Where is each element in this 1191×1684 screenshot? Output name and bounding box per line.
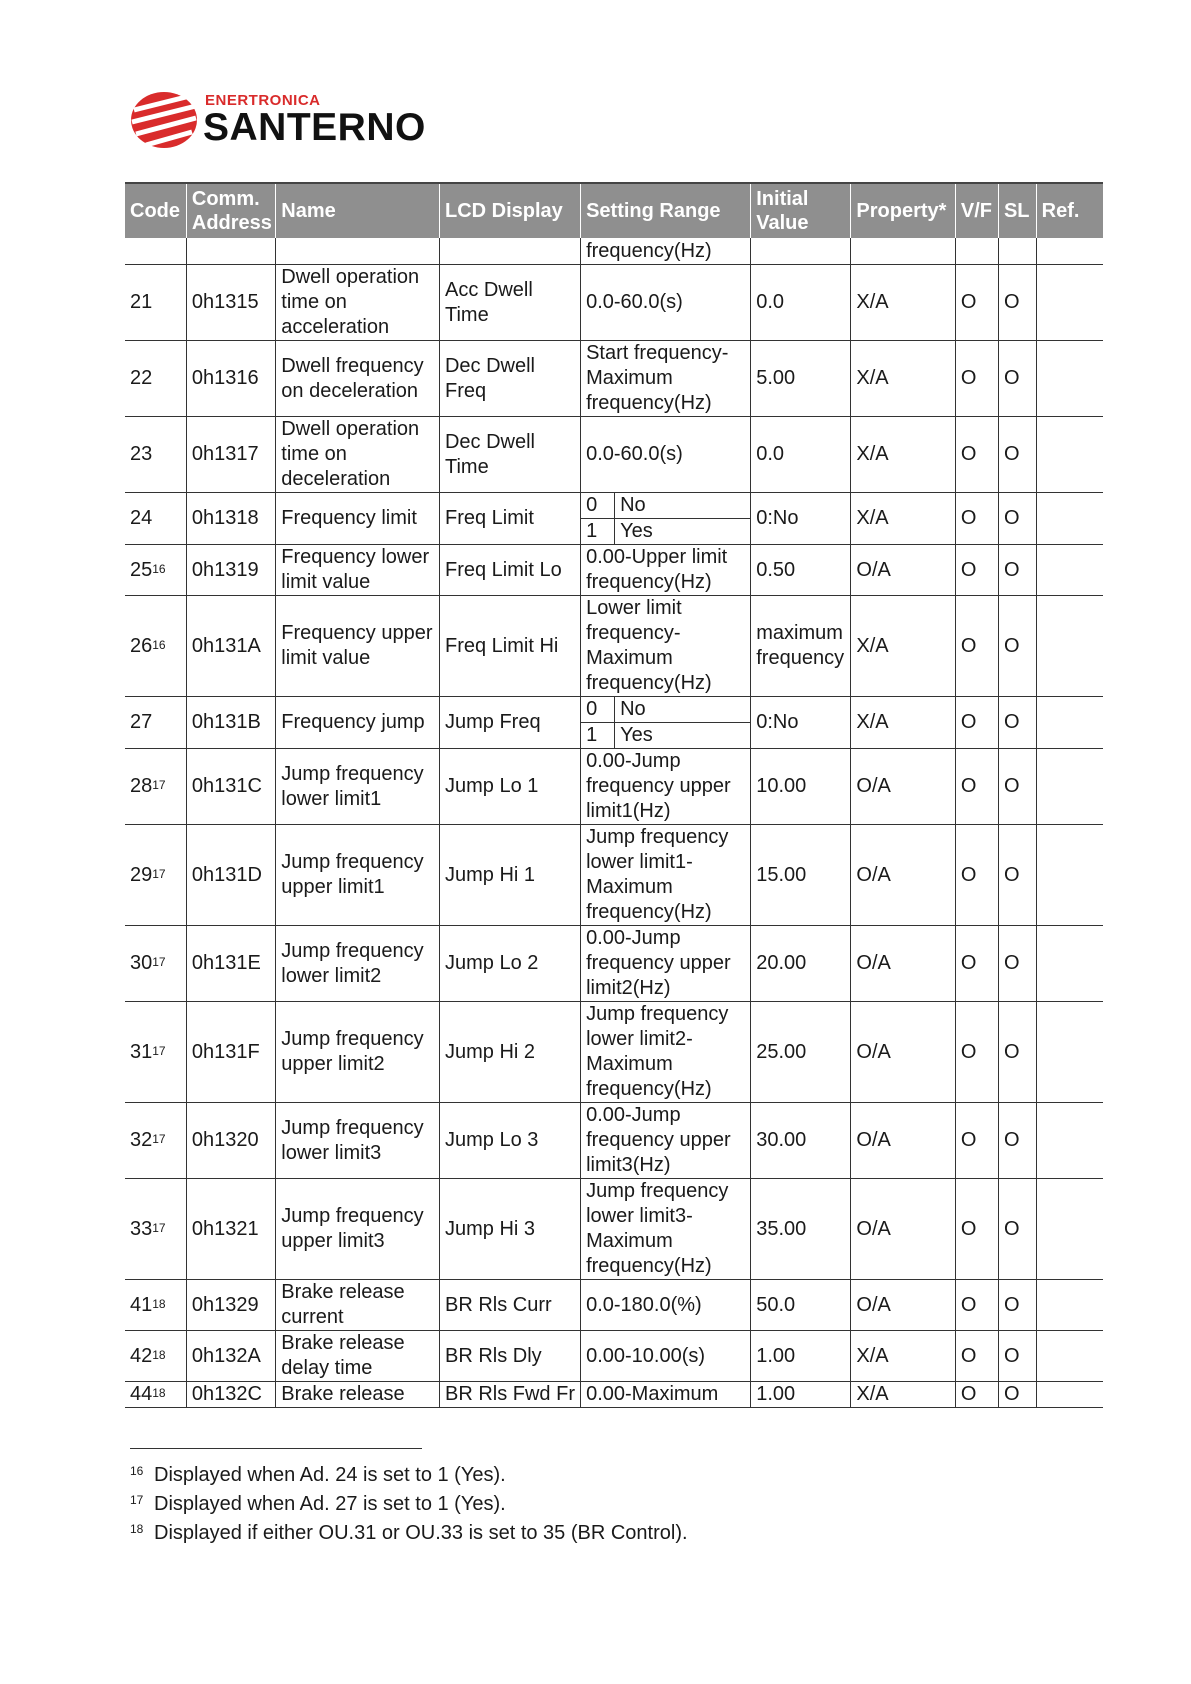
code-value: 24 xyxy=(130,507,153,529)
ref-cell xyxy=(1036,1331,1103,1382)
code-cell xyxy=(125,417,186,493)
property-cell: X/A xyxy=(851,1331,955,1382)
property-cell: X/A xyxy=(851,417,955,493)
code-value: 44 xyxy=(130,1383,153,1405)
sl-cell: O xyxy=(998,417,1036,493)
ref-cell xyxy=(1036,596,1103,697)
santerno-logo-icon xyxy=(130,90,198,150)
vf-cell: O xyxy=(955,926,998,1002)
ref-cell xyxy=(1036,1280,1103,1331)
lcd-display-cell: BR Rls Dly xyxy=(439,1331,580,1382)
code-value: 42 xyxy=(130,1344,153,1367)
continuation-row xyxy=(125,238,1103,265)
sl-cell: O xyxy=(998,825,1036,926)
range-option xyxy=(581,493,750,519)
comm-address-cell: 0h131A xyxy=(186,596,275,697)
footnote-ref: 17 xyxy=(152,955,166,969)
code-cell xyxy=(125,341,186,417)
comm-address-cell: 0h131F xyxy=(186,1002,275,1103)
vf-cell: O xyxy=(955,749,998,825)
option-value: 1 xyxy=(581,519,615,544)
property-cell: O/A xyxy=(851,545,955,596)
code-value: 27 xyxy=(130,711,153,733)
code-cell xyxy=(125,596,186,697)
footnote xyxy=(130,1519,688,1548)
header-lcd-display: LCD Display xyxy=(439,183,580,238)
footnotes xyxy=(130,1461,688,1548)
initial-value-cell: 0:No xyxy=(751,493,851,545)
initial-value-cell: 1.00 xyxy=(751,1331,851,1382)
name-cell: Jump frequency lower limit3 xyxy=(276,1103,440,1179)
initial-value-cell: 20.00 xyxy=(751,926,851,1002)
brand-logo xyxy=(130,88,450,152)
code-value: 28 xyxy=(130,775,153,797)
ref-cell xyxy=(1036,1382,1103,1408)
brand-main: SANTERNO xyxy=(203,106,426,149)
setting-range-cell: Start frequency-Maximum frequency(Hz) xyxy=(581,341,751,417)
vf-cell: O xyxy=(955,1179,998,1280)
table-row xyxy=(125,1179,1103,1280)
footnote-ref: 16 xyxy=(152,561,166,576)
comm-address-cell: 0h1329 xyxy=(186,1280,275,1331)
comm-address-cell: 0h1320 xyxy=(186,1103,275,1179)
initial-value-cell: 10.00 xyxy=(751,749,851,825)
vf-cell: O xyxy=(955,545,998,596)
table-row xyxy=(125,493,1103,545)
table-row xyxy=(125,1103,1103,1179)
footnote xyxy=(130,1461,688,1490)
setting-range-cell: 0.00-Jump frequency upper limit1(Hz) xyxy=(581,749,751,825)
table-header-row xyxy=(125,183,1103,238)
property-cell: O/A xyxy=(851,749,955,825)
code-cell xyxy=(125,1382,186,1408)
setting-range-cell: Jump frequency lower limit3-Maximum frequency(Hz) xyxy=(581,1179,751,1280)
name-cell: Brake release delay time xyxy=(276,1331,440,1382)
code-cell xyxy=(125,1331,186,1382)
option-value: 0 xyxy=(581,697,615,722)
sl-cell: O xyxy=(998,1280,1036,1331)
table-row xyxy=(125,417,1103,493)
lcd-display-cell: Jump Hi 3 xyxy=(439,1179,580,1280)
footnote-mark: 18 xyxy=(130,1522,144,1536)
option-value: 0 xyxy=(581,493,615,518)
table-row xyxy=(125,1382,1103,1408)
table-row xyxy=(125,926,1103,1002)
setting-range-cell: Jump frequency lower limit1-Maximum frequency(Hz) xyxy=(581,825,751,926)
sl-cell: O xyxy=(998,596,1036,697)
range-option xyxy=(581,723,750,748)
footnote-ref: 16 xyxy=(152,637,166,652)
vf-cell: O xyxy=(955,265,998,341)
lcd-display-cell: Jump Lo 2 xyxy=(439,926,580,1002)
table-row xyxy=(125,1002,1103,1103)
vf-cell: O xyxy=(955,596,998,697)
initial-value-cell: 1.00 xyxy=(751,1382,851,1408)
option-label: No xyxy=(620,698,646,720)
ref-cell xyxy=(1036,697,1103,749)
initial-value-cell: 0.50 xyxy=(751,545,851,596)
property-cell: X/A xyxy=(851,1382,955,1408)
footnote-ref: 18 xyxy=(152,1386,166,1400)
sl-cell: O xyxy=(998,265,1036,341)
lcd-display-cell: Acc Dwell Time xyxy=(439,265,580,341)
table-row xyxy=(125,545,1103,596)
name-cell: Jump frequency lower limit2 xyxy=(276,926,440,1002)
property-cell: O/A xyxy=(851,1280,955,1331)
name-cell: Jump frequency lower limit1 xyxy=(276,749,440,825)
lcd-display-cell: Jump Hi 2 xyxy=(439,1002,580,1103)
setting-range-cell: 0.0-60.0(s) xyxy=(581,417,751,493)
lcd-display-cell: BR Rls Curr xyxy=(439,1280,580,1331)
header-comm-address: Comm. Address xyxy=(186,183,275,238)
header-code: Code xyxy=(125,183,186,238)
comm-address-cell: 0h131D xyxy=(186,825,275,926)
property-cell: O/A xyxy=(851,1103,955,1179)
vf-cell: O xyxy=(955,493,998,545)
lcd-display-cell: Jump Lo 1 xyxy=(439,749,580,825)
lcd-display-cell: Jump Lo 3 xyxy=(439,1103,580,1179)
header-vf: V/F xyxy=(955,183,998,238)
code-value: 22 xyxy=(130,367,153,389)
name-cell: Frequency limit xyxy=(276,493,440,545)
ref-cell xyxy=(1036,825,1103,926)
footnote xyxy=(130,1490,688,1519)
sl-cell: O xyxy=(998,1103,1036,1179)
vf-cell: O xyxy=(955,1382,998,1408)
range-option xyxy=(581,519,750,544)
property-cell: X/A xyxy=(851,341,955,417)
comm-address-cell: 0h131E xyxy=(186,926,275,1002)
setting-range-cell: 0.00-10.00(s) xyxy=(581,1331,751,1382)
code-cell xyxy=(125,926,186,1002)
code-value: 31 xyxy=(130,1040,153,1063)
lcd-display-cell: Dec Dwell Time xyxy=(439,417,580,493)
code-cell xyxy=(125,265,186,341)
name-cell: Brake release xyxy=(276,1382,440,1408)
footnote-ref: 17 xyxy=(152,1220,166,1235)
name-cell: Dwell frequency on deceleration xyxy=(276,341,440,417)
footnote-ref: 17 xyxy=(152,778,166,792)
property-cell: X/A xyxy=(851,596,955,697)
lcd-display-cell: Jump Freq xyxy=(439,697,580,749)
code-value: 21 xyxy=(130,291,153,313)
footnote-mark: 17 xyxy=(130,1493,144,1507)
comm-address-cell: 0h132C xyxy=(186,1382,275,1408)
code-cell xyxy=(125,545,186,596)
footnote-ref: 18 xyxy=(152,1347,166,1362)
setting-range-cell: 0.0-180.0(%) xyxy=(581,1280,751,1331)
name-cell: Jump frequency upper limit1 xyxy=(276,825,440,926)
name-cell: Frequency lower limit value xyxy=(276,545,440,596)
setting-range-cell: 0.0-60.0(s) xyxy=(581,265,751,341)
property-cell: O/A xyxy=(851,825,955,926)
comm-address-cell: 0h1316 xyxy=(186,341,275,417)
lcd-display-cell: BR Rls Fwd Fr xyxy=(439,1382,580,1408)
code-cell xyxy=(125,1002,186,1103)
code-value: 25 xyxy=(130,558,153,581)
comm-address-cell: 0h1318 xyxy=(186,493,275,545)
range-option xyxy=(581,697,750,723)
lcd-display-cell: Jump Hi 1 xyxy=(439,825,580,926)
sl-cell: O xyxy=(998,545,1036,596)
code-cell xyxy=(125,1179,186,1280)
setting-range-cell xyxy=(581,493,751,545)
name-cell: Jump frequency upper limit3 xyxy=(276,1179,440,1280)
initial-value-cell: maximum frequency xyxy=(751,596,851,697)
property-cell: X/A xyxy=(851,493,955,545)
initial-value-cell: 25.00 xyxy=(751,1002,851,1103)
initial-value-cell: 0.0 xyxy=(751,265,851,341)
sl-cell: O xyxy=(998,1179,1036,1280)
property-cell: X/A xyxy=(851,265,955,341)
ref-cell xyxy=(1036,749,1103,825)
footnote-ref: 17 xyxy=(152,866,166,881)
property-cell: O/A xyxy=(851,1179,955,1280)
setting-range-cell: 0.00-Upper limit frequency(Hz) xyxy=(581,545,751,596)
footnote-ref: 17 xyxy=(152,1043,166,1058)
setting-range-cell: Jump frequency lower limit2-Maximum frequency(Hz) xyxy=(581,1002,751,1103)
name-cell: Brake release current xyxy=(276,1280,440,1331)
header-setting-range: Setting Range xyxy=(581,183,751,238)
option-label: Yes xyxy=(620,520,653,542)
header-name: Name xyxy=(276,183,440,238)
table-row xyxy=(125,1331,1103,1382)
vf-cell: O xyxy=(955,1103,998,1179)
table-row xyxy=(125,341,1103,417)
property-cell: O/A xyxy=(851,1002,955,1103)
setting-range-cell: Lower limit frequency-Maximum frequency(Hz) xyxy=(581,596,751,697)
ref-cell xyxy=(1036,1002,1103,1103)
name-cell: Dwell operation time on deceleration xyxy=(276,417,440,493)
code-value: 26 xyxy=(130,634,153,657)
setting-range-cell: 0.00-Maximum xyxy=(581,1382,751,1408)
footnote-text: Displayed if either OU.31 or OU.33 is set to 35 (BR Control). xyxy=(154,1522,688,1544)
sl-cell: O xyxy=(998,749,1036,825)
ref-cell xyxy=(1036,493,1103,545)
name-cell: Frequency jump xyxy=(276,697,440,749)
ref-cell xyxy=(1036,1179,1103,1280)
setting-range-cell xyxy=(581,697,751,749)
footnote-text: Displayed when Ad. 24 is set to 1 (Yes). xyxy=(154,1464,506,1486)
table-row xyxy=(125,1280,1103,1331)
code-cell xyxy=(125,493,186,545)
vf-cell: O xyxy=(955,341,998,417)
option-label: No xyxy=(620,494,646,516)
code-cell xyxy=(125,697,186,749)
initial-value-cell: 0.0 xyxy=(751,417,851,493)
name-cell: Frequency upper limit value xyxy=(276,596,440,697)
vf-cell: O xyxy=(955,1280,998,1331)
ref-cell xyxy=(1036,265,1103,341)
comm-address-cell: 0h1317 xyxy=(186,417,275,493)
name-cell: Jump frequency upper limit2 xyxy=(276,1002,440,1103)
name-cell: Dwell operation time on acceleration xyxy=(276,265,440,341)
vf-cell: O xyxy=(955,825,998,926)
table-row xyxy=(125,825,1103,926)
comm-address-cell: 0h1321 xyxy=(186,1179,275,1280)
code-cell xyxy=(125,1103,186,1179)
code-cell xyxy=(125,825,186,926)
option-label: Yes xyxy=(620,724,653,746)
initial-value-cell: 15.00 xyxy=(751,825,851,926)
comm-address-cell: 0h131C xyxy=(186,749,275,825)
sl-cell: O xyxy=(998,493,1036,545)
property-cell: O/A xyxy=(851,926,955,1002)
continued-range: frequency(Hz) xyxy=(581,238,751,265)
lcd-display-cell: Freq Limit Lo xyxy=(439,545,580,596)
code-value: 32 xyxy=(130,1129,153,1151)
option-value: 1 xyxy=(581,723,615,748)
table-row xyxy=(125,749,1103,825)
vf-cell: O xyxy=(955,417,998,493)
sl-cell: O xyxy=(998,697,1036,749)
comm-address-cell: 0h132A xyxy=(186,1331,275,1382)
ref-cell xyxy=(1036,341,1103,417)
initial-value-cell: 30.00 xyxy=(751,1103,851,1179)
vf-cell: O xyxy=(955,1002,998,1103)
comm-address-cell: 0h1319 xyxy=(186,545,275,596)
vf-cell: O xyxy=(955,1331,998,1382)
parameter-table xyxy=(125,182,1103,1408)
ref-cell xyxy=(1036,417,1103,493)
header-property: Property* xyxy=(851,183,955,238)
footnote-divider xyxy=(130,1448,422,1449)
setting-range-cell: 0.00-Jump frequency upper limit3(Hz) xyxy=(581,1103,751,1179)
vf-cell: O xyxy=(955,697,998,749)
table-row xyxy=(125,596,1103,697)
header-sl: SL xyxy=(998,183,1036,238)
brand-sub: ENERTRONICA xyxy=(205,92,321,109)
ref-cell xyxy=(1036,545,1103,596)
property-cell: X/A xyxy=(851,697,955,749)
ref-cell xyxy=(1036,926,1103,1002)
table-row xyxy=(125,265,1103,341)
sl-cell: O xyxy=(998,1382,1036,1408)
header-initial-value: Initial Value xyxy=(751,183,851,238)
code-value: 41 xyxy=(130,1293,153,1316)
footnote-ref: 18 xyxy=(152,1296,166,1311)
code-value: 23 xyxy=(130,443,153,465)
sl-cell: O xyxy=(998,926,1036,1002)
sl-cell: O xyxy=(998,1331,1036,1382)
setting-range-cell: 0.00-Jump frequency upper limit2(Hz) xyxy=(581,926,751,1002)
initial-value-cell: 5.00 xyxy=(751,341,851,417)
lcd-display-cell: Freq Limit xyxy=(439,493,580,545)
code-value: 30 xyxy=(130,952,153,974)
footnote-ref: 17 xyxy=(152,1132,166,1146)
comm-address-cell: 0h131B xyxy=(186,697,275,749)
ref-cell xyxy=(1036,1103,1103,1179)
code-value: 33 xyxy=(130,1217,153,1240)
lcd-display-cell: Dec Dwell Freq xyxy=(439,341,580,417)
code-cell xyxy=(125,749,186,825)
sl-cell: O xyxy=(998,341,1036,417)
comm-address-cell: 0h1315 xyxy=(186,265,275,341)
initial-value-cell: 35.00 xyxy=(751,1179,851,1280)
table-row xyxy=(125,697,1103,749)
sl-cell: O xyxy=(998,1002,1036,1103)
footnote-mark: 16 xyxy=(130,1464,144,1478)
code-value: 29 xyxy=(130,863,153,886)
lcd-display-cell: Freq Limit Hi xyxy=(439,596,580,697)
code-cell xyxy=(125,1280,186,1331)
initial-value-cell: 0:No xyxy=(751,697,851,749)
header-ref: Ref. xyxy=(1036,183,1103,238)
footnote-text: Displayed when Ad. 27 is set to 1 (Yes). xyxy=(154,1493,506,1515)
initial-value-cell: 50.0 xyxy=(751,1280,851,1331)
